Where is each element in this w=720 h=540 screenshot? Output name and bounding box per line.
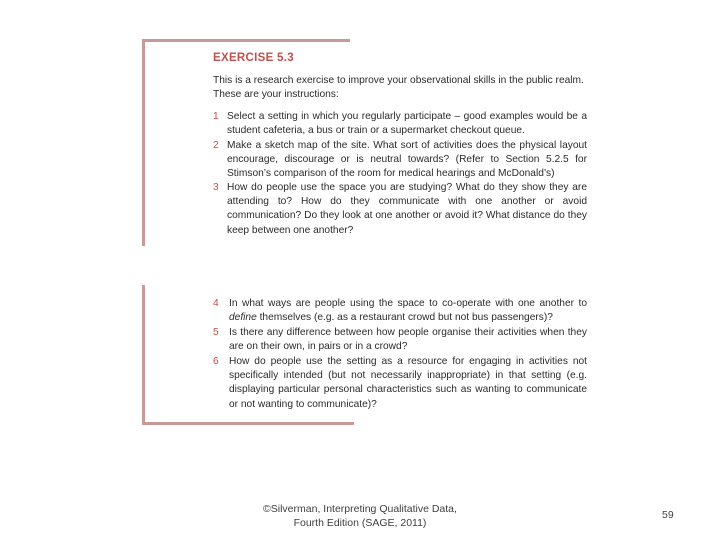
item-text-after: themselves (e.g. as a restaurant crowd but not bus passengers)? [256,312,553,324]
exercise-title: EXERCISE 5.3 [213,52,294,64]
instruction-item-2 [213,139,587,182]
instruction-item-1 [213,110,587,138]
item-number: 3 [213,182,219,193]
item-number: 2 [213,140,219,151]
page-number: 59 [662,509,674,521]
instruction-item-4 [213,297,587,325]
panel-bottom-rule [142,422,354,425]
intro-line-1: This is a research exercise to improve your observational skills in the public realm. [213,75,584,86]
instruction-item-6 [213,355,587,412]
item-number: 1 [213,111,219,122]
item-text-emphasis: define [229,312,257,324]
exercise-intro [213,74,587,101]
instruction-item-3 [213,181,587,235]
item-text: Make a sketch map of the site. What sort of activities does the physical layout encourage, discourage or is neutral towards? (Refer to Section 5.2.5 for Stimson’s comparison of the room for medical hearings and McDonald’s) [227,140,587,180]
item-text: Is there any difference between how people organise their activities when they are on their own, in pairs or in a crowd? [229,327,587,353]
item-text-before: In what ways are people using the space to co-operate with one another to [229,298,587,309]
item-text: How do people use the space you are studying? What do they show they are attending to? How do they communicate with one another or avoid communication? Do they look at one another or avoid it? What distance do they keep between one another? [227,182,587,235]
item-text: Select a setting in which you regularly participate – good examples would be a student cafeteria, a bus or train or a supermarket checkout queue. [227,111,587,137]
item-number: 5 [213,327,219,338]
item-text [229,297,587,325]
item-number: 6 [213,356,219,367]
footer-citation [240,502,480,530]
item-number: 4 [213,298,219,309]
instruction-item-5 [213,326,587,354]
citation-line-2: Fourth Edition (SAGE, 2011) [293,517,427,529]
citation-line-1: ©Silverman, Interpreting Qualitative Data, [263,503,457,515]
item-text: How do people use the setting as a resource for engaging in activities not specifically intended (but not necessarily inappropriate) in that setting (e.g. displaying particular personal characteristics such as wanting to communicate or not wanting to communicate)? [229,356,587,410]
intro-line-2: These are your instructions: [213,88,339,100]
